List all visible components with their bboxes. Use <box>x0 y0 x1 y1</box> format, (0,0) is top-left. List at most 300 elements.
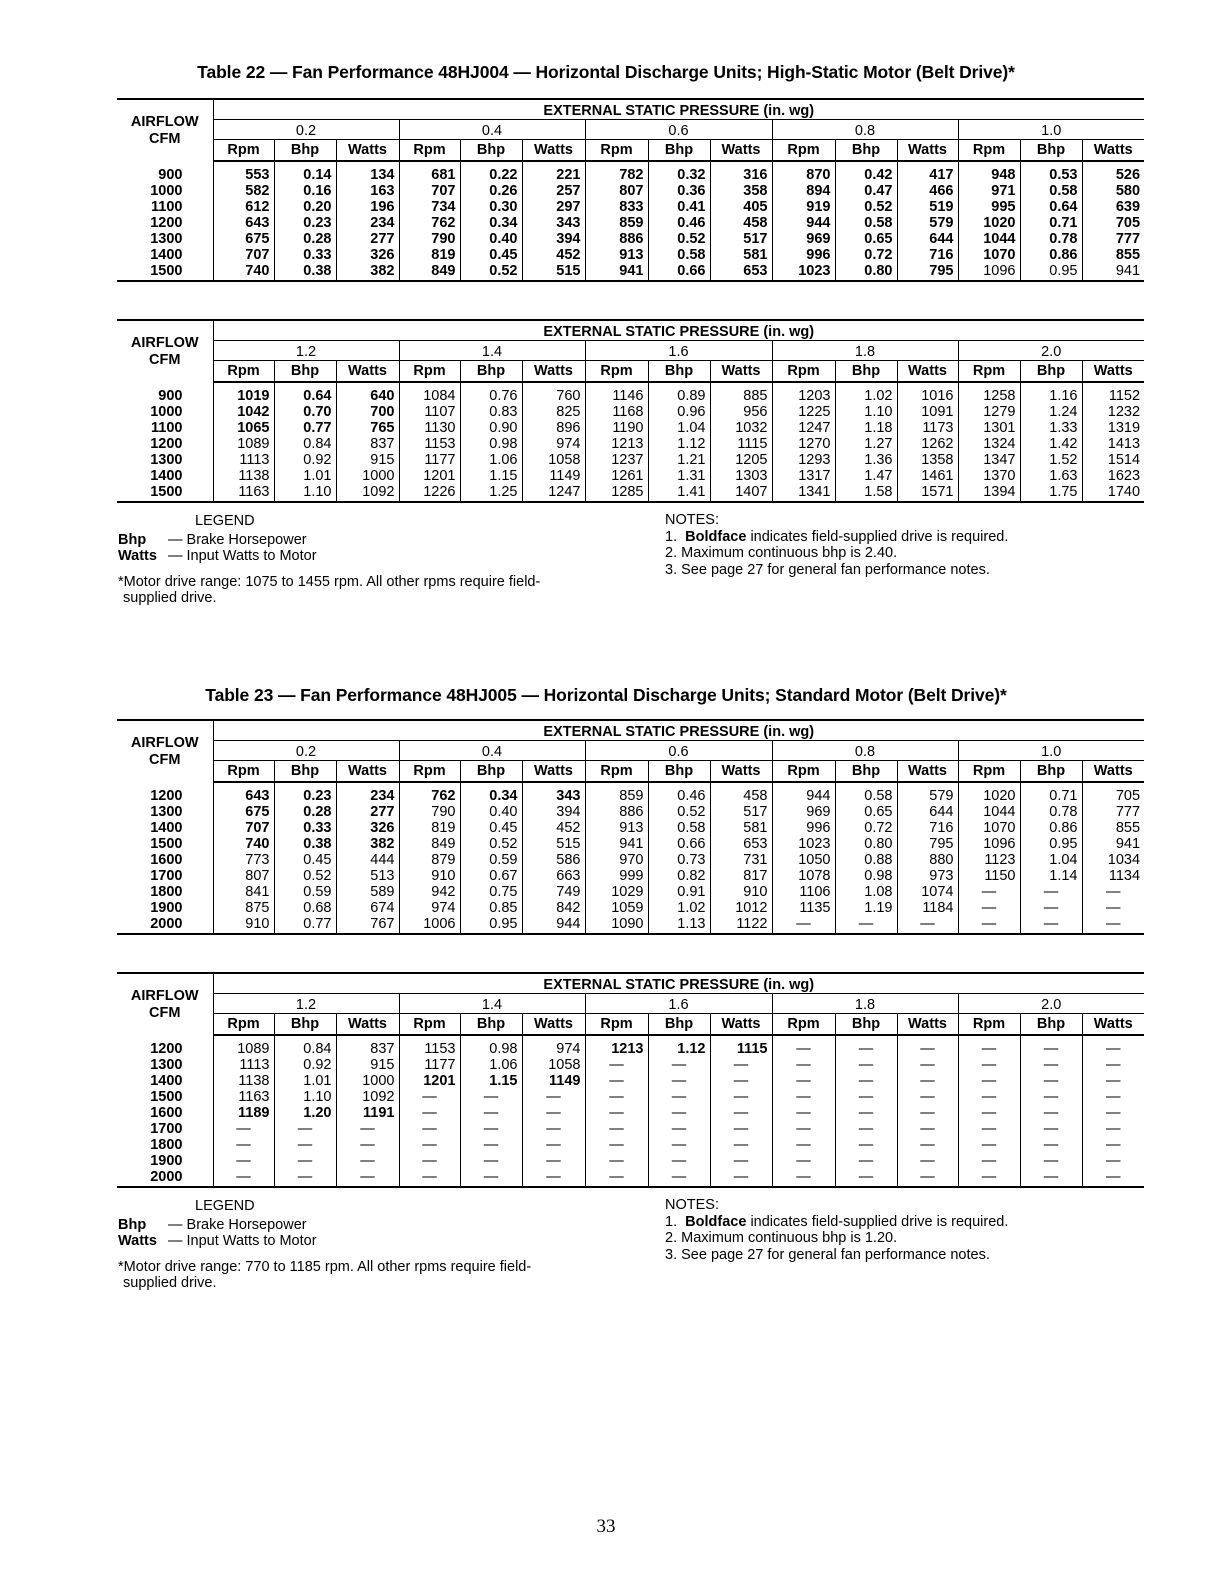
column-header-watts: Watts <box>1082 1014 1144 1036</box>
table-cell: 517 <box>710 231 772 247</box>
table-cell: 795 <box>897 263 958 281</box>
table-cell: 0.80 <box>835 263 897 281</box>
table-cell: 0.23 <box>274 782 336 804</box>
column-header-bhp: Bhp <box>274 361 336 383</box>
column-header-rpm: Rpm <box>585 140 648 162</box>
cfm-label: CFM <box>149 1004 181 1021</box>
table-cell: — <box>460 1137 522 1153</box>
table-cell: — <box>336 1169 399 1187</box>
table-cell: 910 <box>710 884 772 900</box>
column-header-rpm: Rpm <box>213 761 274 783</box>
table-cell: — <box>336 1153 399 1169</box>
table-cell: 1.16 <box>1020 382 1082 404</box>
table-cell: 974 <box>522 1035 585 1057</box>
column-header-bhp: Bhp <box>1020 761 1082 783</box>
column-header-watts: Watts <box>522 361 585 383</box>
table-cell: 640 <box>336 382 399 404</box>
table-22-legend <box>118 513 603 606</box>
table-23-block-2 <box>117 972 1144 1188</box>
pressure-group-header: 1.6 <box>585 341 772 361</box>
table-cell: 1059 <box>585 900 648 916</box>
note-3: 3. See page 27 for general fan performance notes. <box>665 561 990 578</box>
table-cell: 0.98 <box>835 868 897 884</box>
legend-desc: — Input Watts to Motor <box>168 548 317 564</box>
airflow-cfm-cell: 1100 <box>151 199 183 215</box>
table-cell: 417 <box>897 161 958 183</box>
table-cell: — <box>772 1073 835 1089</box>
cfm-label: CFM <box>149 351 181 368</box>
column-header-bhp: Bhp <box>274 761 336 783</box>
table-cell: — <box>399 1153 460 1169</box>
table-cell: 1.27 <box>835 436 897 452</box>
table-cell: 579 <box>897 782 958 804</box>
table-cell: — <box>522 1105 585 1121</box>
table-cell: 1106 <box>772 884 835 900</box>
airflow-cfm-cell: 1400 <box>150 820 183 836</box>
table-cell: 1168 <box>585 404 648 420</box>
table-cell: — <box>522 1137 585 1153</box>
column-header-bhp: Bhp <box>648 1014 710 1036</box>
table-cell: 0.46 <box>648 215 710 231</box>
legend-item-watts <box>118 1233 603 1249</box>
table-cell: 0.83 <box>460 404 522 420</box>
table-cell: 553 <box>213 161 274 183</box>
table-cell: 1237 <box>585 452 648 468</box>
table-cell: 0.36 <box>648 183 710 199</box>
table-cell: 1065 <box>213 420 274 436</box>
table-cell: — <box>1020 916 1082 934</box>
table-row <box>117 161 1144 183</box>
table-cell: — <box>710 1089 772 1105</box>
table-cell: 948 <box>958 161 1020 183</box>
table-cell: 1091 <box>897 404 958 420</box>
table-cell: 644 <box>897 231 958 247</box>
table-cell: — <box>710 1137 772 1153</box>
table-cell: 1089 <box>213 1035 274 1057</box>
table-22-title: Table 22 — Fan Performance 48HJ004 — Horizontal Discharge Units; High-Static Motor (Belt Drive)* <box>197 62 1015 82</box>
table-row <box>117 247 1144 263</box>
pressure-group-header: 0.4 <box>399 741 585 761</box>
airflow-label: AIRFLOW <box>130 334 199 351</box>
table-cell: 0.46 <box>648 782 710 804</box>
airflow-cfm-cell: 2000 <box>117 1169 213 1187</box>
table-cell: — <box>835 1121 897 1137</box>
table-cell: 1.01 <box>274 468 336 484</box>
table-cell: — <box>1082 1057 1144 1073</box>
table-cell: — <box>835 1105 897 1121</box>
table-cell: 1317 <box>772 468 835 484</box>
table-cell: 277 <box>336 231 399 247</box>
table-cell: 1.52 <box>1020 452 1082 468</box>
column-header-bhp: Bhp <box>835 1014 897 1036</box>
table-cell: — <box>213 1121 274 1137</box>
table-cell: 1006 <box>399 916 460 934</box>
table-cell: — <box>274 1137 336 1153</box>
table-cell: 1.02 <box>835 382 897 404</box>
table-cell: 1319 <box>1082 420 1144 436</box>
table-cell: 700 <box>336 404 399 420</box>
table-cell: 517 <box>710 804 772 820</box>
table-cell: 0.85 <box>460 900 522 916</box>
column-header-watts: Watts <box>336 140 399 162</box>
table-cell: 777 <box>1082 804 1144 820</box>
table-cell: — <box>399 1169 460 1187</box>
airflow-cfm-header <box>117 320 213 382</box>
airflow-cfm-cell: 1200 <box>150 787 183 804</box>
table-cell: 458 <box>710 782 772 804</box>
legend-item-watts <box>118 548 603 564</box>
column-header-bhp: Bhp <box>1020 361 1082 383</box>
column-header-rpm: Rpm <box>399 140 460 162</box>
table-cell: 999 <box>585 868 648 884</box>
airflow-cfm-cell: 1100 <box>151 420 183 436</box>
table-cell: 1.25 <box>460 484 522 502</box>
column-header-bhp: Bhp <box>648 761 710 783</box>
external-static-pressure-header: EXTERNAL STATIC PRESSURE (in. wg) <box>213 320 1144 341</box>
table-cell: — <box>585 1105 648 1121</box>
table-cell: 0.95 <box>460 916 522 934</box>
table-cell: — <box>710 1057 772 1073</box>
legend-desc: — Brake Horsepower <box>168 532 307 548</box>
table-cell: 444 <box>336 852 399 868</box>
table-cell: 740 <box>213 836 274 852</box>
airflow-cfm-cell: 1400 <box>150 1073 183 1089</box>
table-cell: 1138 <box>213 1073 274 1089</box>
table-cell: — <box>772 1057 835 1073</box>
table-cell: 941 <box>1082 263 1144 281</box>
table-cell: 1.12 <box>648 436 710 452</box>
table-cell: — <box>835 916 897 934</box>
airflow-cfm-cell: 1500 <box>150 1089 183 1105</box>
table-cell: 1084 <box>399 382 460 404</box>
table-cell: 0.45 <box>460 247 522 263</box>
column-header-bhp: Bhp <box>274 140 336 162</box>
table-cell: 0.98 <box>460 1035 522 1057</box>
table-23-block-1 <box>117 719 1144 935</box>
table-row <box>117 436 1144 452</box>
table-cell: — <box>336 1121 399 1137</box>
table-row <box>117 900 1144 916</box>
table-cell: 644 <box>897 804 958 820</box>
column-header-bhp: Bhp <box>460 361 522 383</box>
table-cell: 1301 <box>958 420 1020 436</box>
table-cell: — <box>897 1137 958 1153</box>
table-cell: — <box>1020 1153 1082 1169</box>
table-cell: 1016 <box>897 382 958 404</box>
footnote-line: supplied drive. <box>123 590 217 606</box>
table-cell: — <box>336 1137 399 1153</box>
table-cell: — <box>1082 900 1144 916</box>
table-cell: 0.95 <box>1020 836 1082 852</box>
column-header-rpm: Rpm <box>958 761 1020 783</box>
note-3: 3. See page 27 for general fan performance notes. <box>665 1246 990 1263</box>
column-header-rpm: Rpm <box>585 361 648 383</box>
table-cell: — <box>772 916 835 934</box>
table-cell: 1107 <box>399 404 460 420</box>
column-header-bhp: Bhp <box>460 1014 522 1036</box>
table-cell: 1358 <box>897 452 958 468</box>
table-cell: 944 <box>772 215 835 231</box>
table-cell: 956 <box>710 404 772 420</box>
table-cell: 716 <box>897 247 958 263</box>
table-cell: 1203 <box>772 382 835 404</box>
column-header-bhp: Bhp <box>835 361 897 383</box>
table-cell: 0.52 <box>648 231 710 247</box>
table-cell: 1058 <box>522 452 585 468</box>
airflow-cfm-cell: 1500 <box>117 484 213 502</box>
table-cell: 0.86 <box>1020 820 1082 836</box>
table-cell: 819 <box>399 247 460 263</box>
table-cell: — <box>274 1121 336 1137</box>
table-cell: 1285 <box>585 484 648 502</box>
table-cell: 0.58 <box>648 247 710 263</box>
table-cell: — <box>648 1073 710 1089</box>
table-cell: 394 <box>522 804 585 820</box>
table-cell: — <box>585 1169 648 1187</box>
table-cell: 1.47 <box>835 468 897 484</box>
table-cell: 382 <box>336 836 399 852</box>
table-cell: 773 <box>213 852 274 868</box>
table-cell: — <box>460 1105 522 1121</box>
table-cell: 915 <box>336 1057 399 1073</box>
table-cell: — <box>213 1169 274 1187</box>
table-cell: 1177 <box>399 452 460 468</box>
table-cell: 0.77 <box>274 916 336 934</box>
table-cell: — <box>958 900 1020 916</box>
table-cell: — <box>772 1089 835 1105</box>
table-cell: — <box>897 1105 958 1121</box>
table-cell: 1019 <box>213 382 274 404</box>
table-cell: — <box>958 1035 1020 1057</box>
note-2: 2. Maximum continuous bhp is 1.20. <box>665 1230 898 1246</box>
table-cell: 859 <box>585 215 648 231</box>
table-cell: 1.08 <box>835 884 897 900</box>
table-cell: 0.33 <box>274 247 336 263</box>
pressure-group-header: 0.4 <box>399 120 585 140</box>
table-cell: 1225 <box>772 404 835 420</box>
table-cell: — <box>897 1089 958 1105</box>
table-cell: 0.95 <box>1020 263 1082 281</box>
table-cell: 0.98 <box>460 436 522 452</box>
table-cell: 1044 <box>958 231 1020 247</box>
notes-title: NOTES: <box>665 512 719 528</box>
table-cell: — <box>772 1153 835 1169</box>
table-cell: 886 <box>585 231 648 247</box>
table-cell: 870 <box>772 161 835 183</box>
table-22-notes <box>665 512 1008 578</box>
table-cell: 880 <box>897 852 958 868</box>
pressure-group-header: 1.2 <box>213 994 399 1014</box>
table-cell: — <box>1082 1073 1144 1089</box>
table-cell: 0.58 <box>835 215 897 231</box>
table-cell: 841 <box>213 884 274 900</box>
column-header-rpm: Rpm <box>772 361 835 383</box>
table-cell: 0.75 <box>460 884 522 900</box>
table-row <box>117 1035 1144 1057</box>
table-cell: — <box>648 1105 710 1121</box>
airflow-cfm-cell: 1800 <box>150 1137 183 1153</box>
table-cell: 913 <box>585 820 648 836</box>
table-cell: 0.45 <box>460 820 522 836</box>
table-cell: 681 <box>399 161 460 183</box>
table-cell: 675 <box>213 804 274 820</box>
table-cell: 1020 <box>958 215 1020 231</box>
table-cell: 941 <box>585 263 648 281</box>
table-cell: 0.89 <box>648 382 710 404</box>
column-header-bhp: Bhp <box>274 1014 336 1036</box>
table-row <box>117 199 1144 215</box>
legend-title: LEGEND <box>195 1198 255 1214</box>
pressure-group-header: 2.0 <box>958 994 1144 1014</box>
table-cell: 1571 <box>897 484 958 502</box>
table-cell: — <box>835 1089 897 1105</box>
table-cell: — <box>460 1121 522 1137</box>
pressure-group-header: 1.8 <box>772 341 958 361</box>
cfm-label: CFM <box>149 751 181 768</box>
table-cell: 1115 <box>710 436 772 452</box>
table-cell: 382 <box>336 263 399 281</box>
table-cell: 466 <box>897 183 958 199</box>
column-header-watts: Watts <box>710 761 772 783</box>
column-header-watts: Watts <box>897 761 958 783</box>
legend-abbr: Bhp <box>118 1217 147 1233</box>
note-1 <box>665 529 1008 546</box>
table-23-notes <box>665 1197 1008 1263</box>
table-cell: 1201 <box>399 468 460 484</box>
table-cell: 0.47 <box>835 183 897 199</box>
table-cell: 1042 <box>213 404 274 420</box>
table-cell: 762 <box>399 782 460 804</box>
table-cell: 1293 <box>772 452 835 468</box>
table-cell: 0.26 <box>460 183 522 199</box>
table-cell: 1.12 <box>648 1035 710 1057</box>
table-row <box>117 420 1144 436</box>
table-cell: 1.36 <box>835 452 897 468</box>
table-cell: — <box>399 1105 460 1121</box>
column-header-watts: Watts <box>336 1014 399 1036</box>
airflow-cfm-cell: 1300 <box>150 452 183 468</box>
table-cell: — <box>460 1153 522 1169</box>
airflow-cfm-cell: 1200 <box>150 436 183 452</box>
table-cell: 589 <box>336 884 399 900</box>
pressure-group-header: 1.8 <box>772 994 958 1014</box>
table-cell: 643 <box>213 782 274 804</box>
table-cell: 1113 <box>213 1057 274 1073</box>
table-cell: 452 <box>522 820 585 836</box>
table-cell: 734 <box>399 199 460 215</box>
table-row <box>117 1089 1144 1105</box>
table-cell: — <box>772 1035 835 1057</box>
table-cell: — <box>772 1105 835 1121</box>
table-cell: 942 <box>399 884 460 900</box>
table-cell: — <box>585 1137 648 1153</box>
table-cell: 579 <box>897 215 958 231</box>
table-23-title: Table 23 — Fan Performance 48HJ005 — Horizontal Discharge Units; Standard Motor (Belt Drive)* <box>205 685 1007 705</box>
table-cell: 1247 <box>522 484 585 502</box>
table-cell: 1023 <box>772 263 835 281</box>
table-row <box>117 1105 1144 1121</box>
table-cell: 0.72 <box>835 247 897 263</box>
table-cell: 837 <box>336 436 399 452</box>
table-cell: 790 <box>399 804 460 820</box>
table-cell: 675 <box>213 231 274 247</box>
table-cell: — <box>897 916 958 934</box>
table-cell: — <box>835 1073 897 1089</box>
table-cell: — <box>897 1057 958 1073</box>
table-cell: 358 <box>710 183 772 199</box>
table-cell: 1153 <box>399 1035 460 1057</box>
table-cell: — <box>522 1153 585 1169</box>
table-cell: 452 <box>522 247 585 263</box>
table-row <box>117 1057 1144 1073</box>
table-cell: 0.92 <box>274 1057 336 1073</box>
table-cell: 1.13 <box>648 916 710 934</box>
table-cell: 970 <box>585 852 648 868</box>
legend-item-bhp <box>118 532 603 548</box>
table-cell: 1149 <box>522 1073 585 1089</box>
table-cell: 1078 <box>772 868 835 884</box>
table-cell: 581 <box>710 820 772 836</box>
table-cell: 705 <box>1082 215 1144 231</box>
table-cell: 586 <box>522 852 585 868</box>
airflow-cfm-cell: 1300 <box>150 804 183 820</box>
table-cell: 996 <box>772 820 835 836</box>
table-cell: — <box>897 1073 958 1089</box>
table-cell: 0.34 <box>460 782 522 804</box>
table-row <box>117 404 1144 420</box>
table-cell: 0.67 <box>460 868 522 884</box>
table-cell: — <box>1020 1137 1082 1153</box>
table-cell: — <box>835 1137 897 1153</box>
airflow-cfm-cell: 1400 <box>150 247 183 263</box>
table-cell: 0.72 <box>835 820 897 836</box>
column-header-bhp: Bhp <box>648 361 710 383</box>
table-cell: 1044 <box>958 804 1020 820</box>
table-cell: — <box>897 1035 958 1057</box>
table-cell: — <box>1082 1089 1144 1105</box>
table-cell: 0.65 <box>835 231 897 247</box>
pressure-group-header: 0.8 <box>772 741 958 761</box>
table-cell: — <box>648 1057 710 1073</box>
table-cell: 915 <box>336 452 399 468</box>
table-cell: 795 <box>897 836 958 852</box>
airflow-cfm-cell: 1700 <box>150 1121 183 1137</box>
table-cell: 817 <box>710 868 772 884</box>
table-cell: 1461 <box>897 468 958 484</box>
pressure-group-header: 0.6 <box>585 120 772 140</box>
table-cell: 0.22 <box>460 161 522 183</box>
note-2: 2. Maximum continuous bhp is 2.40. <box>665 545 898 561</box>
table-cell: — <box>274 1169 336 1187</box>
table-cell: — <box>1082 1105 1144 1121</box>
table-row <box>117 836 1144 852</box>
table-22-block-1 <box>117 98 1144 282</box>
table-cell: 1032 <box>710 420 772 436</box>
airflow-cfm-cell: 1500 <box>117 263 213 281</box>
table-cell: 0.30 <box>460 199 522 215</box>
table-cell: — <box>1020 1089 1082 1105</box>
table-cell: 1138 <box>213 468 274 484</box>
table-cell: 0.86 <box>1020 247 1082 263</box>
table-cell: — <box>835 1153 897 1169</box>
table-cell: 1012 <box>710 900 772 916</box>
table-cell: — <box>1082 1035 1144 1057</box>
airflow-label: AIRFLOW <box>130 113 199 130</box>
table-cell: 663 <box>522 868 585 884</box>
table-cell: 1261 <box>585 468 648 484</box>
table-cell: 1247 <box>772 420 835 436</box>
airflow-cfm-cell: 1000 <box>150 183 183 199</box>
